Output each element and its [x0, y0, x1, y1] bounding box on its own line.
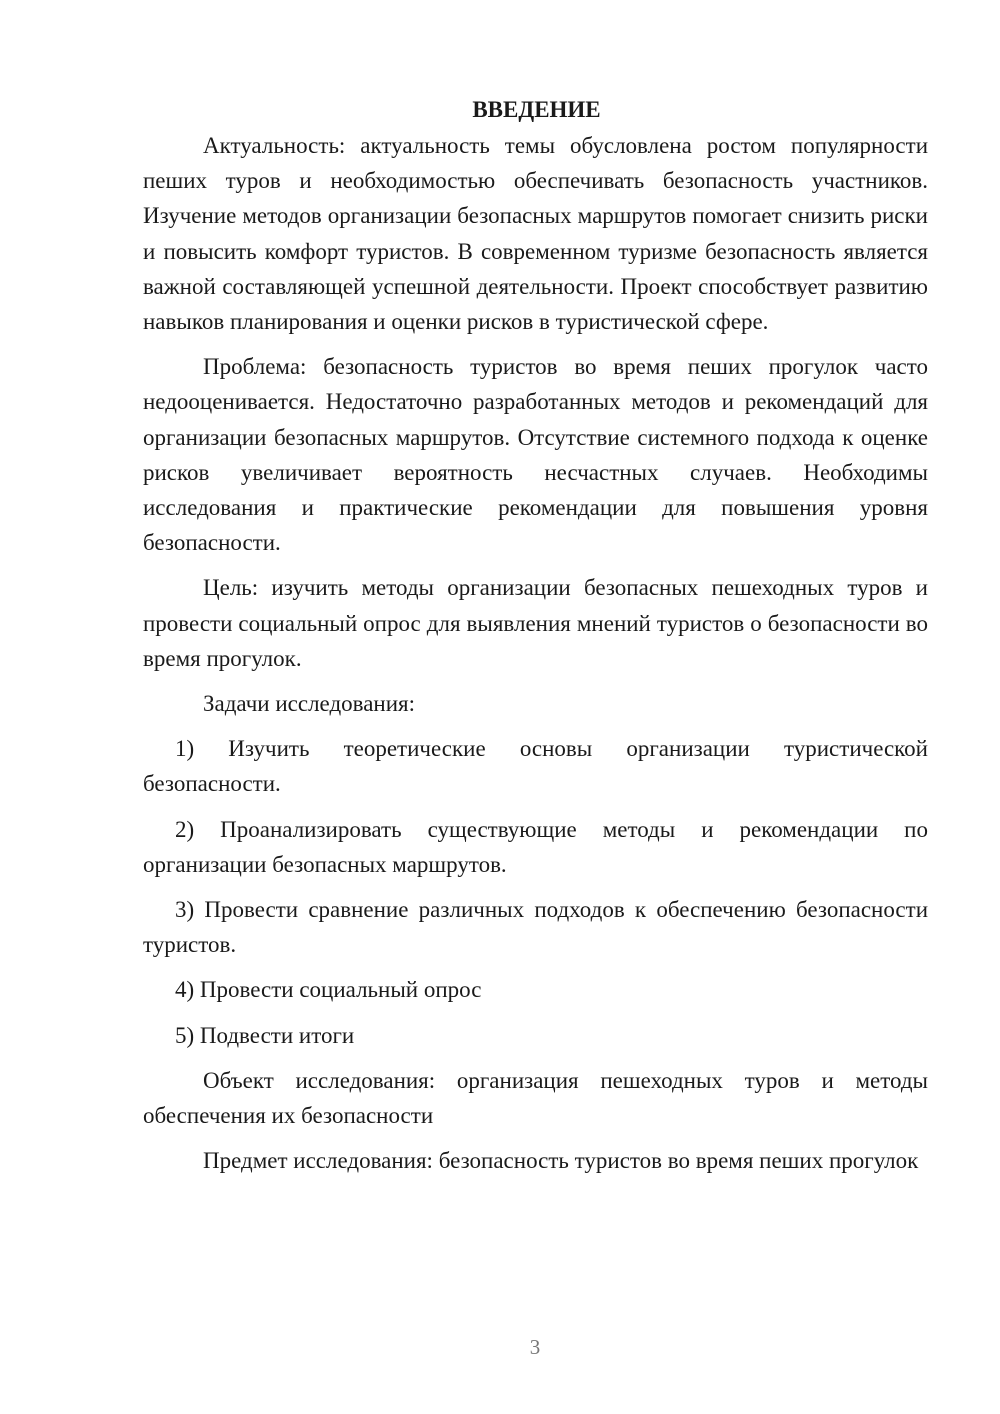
- relevance-paragraph: Актуальность: актуальность темы обусловлена ростом популярности пеших туров и необходимостью обеспечивать безопасность участников. Изучение методов организации безопасных маршрутов помогает снизить риски и повысить комфорт туристов. В современном туризме безопасность является важной составляющей успешной деятельности. Проект способствует развитию навыков планирования и оценки рисков в туристической сфере.: [143, 133, 928, 335]
- task-item-4: 4) Провести социальный опрос: [175, 977, 482, 1003]
- goal-paragraph: Цель: изучить методы организации безопасных пешеходных туров и провести социальный опрос для выявления мнений туристов о безопасности во время прогулок.: [143, 575, 928, 671]
- task-item-5: 5) Подвести итоги: [175, 1022, 355, 1048]
- task-item-3: 3) Провести сравнение различных подходов к обеспечению безопасности туристов.: [143, 897, 928, 958]
- object-paragraph: Объект исследования: организация пешеходных туров и методы обеспечения их безопасности: [143, 1067, 928, 1129]
- document-page: [143, 92, 928, 1188]
- problem-paragraph: Проблема: безопасность туристов во время пеших прогулок часто недооценивается. Недостаточно разработанных методов и рекомендаций для организации безопасных маршрутов. Отсутствие системного подхода к оценке рисков увеличивает вероятность несчастных случаев. Необходимы исследования и практические рекомендации для повышения уровня безопасности.: [143, 354, 928, 556]
- subject-paragraph: Предмет исследования: безопасность туристов во время пеших прогулок: [203, 1148, 919, 1174]
- task-item-1: 1) Изучить теоретические основы организации туристической безопасности.: [143, 736, 928, 797]
- page-title: ВВЕДЕНИЕ: [472, 97, 601, 122]
- task-item-2: 2) Проанализировать существующие методы и рекомендации по организации безопасных маршрутов.: [143, 816, 928, 877]
- page-number: 3: [529, 1335, 541, 1359]
- tasks-title: Задачи исследования:: [203, 691, 416, 717]
